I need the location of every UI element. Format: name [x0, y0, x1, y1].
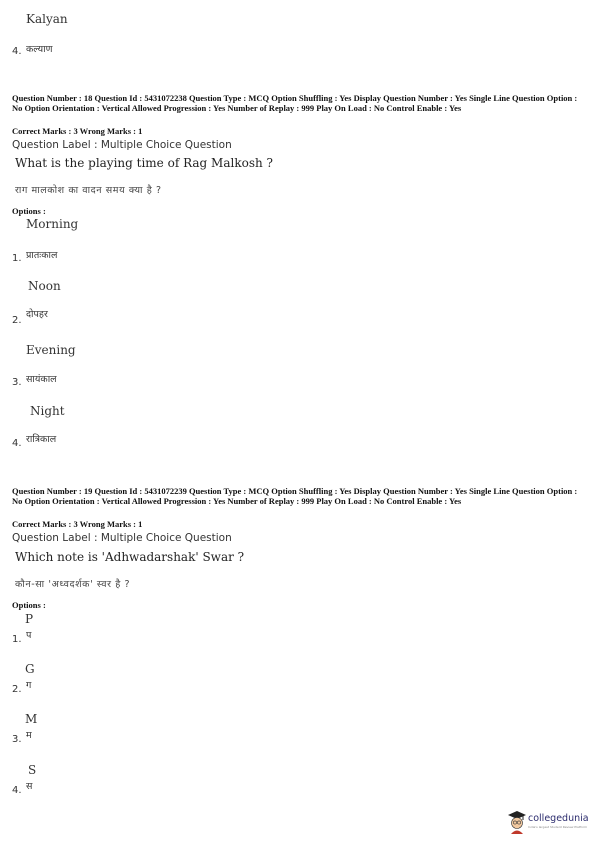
- question-text-en: What is the playing time of Rag Malkosh ?: [15, 156, 273, 170]
- option-1-hi: प्रातःकाल: [26, 250, 58, 261]
- option-1-en: Morning: [26, 217, 79, 231]
- question-marks: Correct Marks : 3 Wrong Marks : 1: [12, 126, 143, 136]
- graduate-mascot-icon: [507, 810, 527, 834]
- prev-option-4-hi: कल्याण: [26, 44, 53, 55]
- prev-option-4-number: 4.: [12, 46, 22, 57]
- logo-brand: collegedunia: [528, 813, 589, 824]
- logo-tagline: India's largest Student Review Platform: [528, 825, 588, 829]
- option-2-number: 2.: [12, 315, 22, 326]
- question-text-hi: राग मालकोश का वादन समय क्या है ?: [15, 185, 162, 196]
- options-heading: Options :: [12, 206, 46, 216]
- option-2-en: Noon: [28, 279, 61, 293]
- option-2-hi: ग: [26, 680, 32, 691]
- question-label: Question Label : Multiple Choice Question: [12, 139, 232, 151]
- option-3-en: Evening: [26, 343, 76, 357]
- option-2-en: G: [25, 662, 35, 676]
- question-meta: Question Number : 18 Question Id : 5431072238 Question Type : MCQ Option Shuffling : Yes Display Question Number : Yes Single Line Question Option : No Option Orientation : Vertical Allowed Progression : Yes Number of Replay : 999 Play On Load : No Control Enable : Yes: [12, 93, 578, 113]
- option-1-number: 1.: [12, 253, 22, 264]
- option-3-en: M: [25, 712, 38, 726]
- option-1-en: P: [25, 612, 34, 626]
- option-2-number: 2.: [12, 684, 22, 695]
- option-2-hi: दोपहर: [26, 309, 48, 320]
- option-3-hi: म: [26, 730, 32, 741]
- question-text-en: Which note is 'Adhwadarshak' Swar ?: [15, 550, 245, 564]
- option-4-number: 4.: [12, 438, 22, 449]
- question-label: Question Label : Multiple Choice Question: [12, 532, 232, 544]
- option-4-en: Night: [30, 404, 65, 418]
- option-3-number: 3.: [12, 734, 22, 745]
- question-marks: Correct Marks : 3 Wrong Marks : 1: [12, 519, 143, 529]
- options-heading: Options :: [12, 600, 46, 610]
- option-3-number: 3.: [12, 377, 22, 388]
- option-1-number: 1.: [12, 634, 22, 645]
- question-meta: Question Number : 19 Question Id : 5431072239 Question Type : MCQ Option Shuffling : Yes Display Question Number : Yes Single Line Question Option : No Option Orientation : Vertical Allowed Progression : Yes Number of Replay : 999 Play On Load : No Control Enable : Yes: [12, 486, 578, 506]
- option-3-hi: सायंकाल: [26, 374, 57, 385]
- option-4-number: 4.: [12, 785, 22, 796]
- prev-option-4-en: Kalyan: [26, 12, 68, 26]
- option-1-hi: प: [26, 630, 32, 641]
- question-text-hi: कौन-सा 'अध्वदर्शक' स्वर है ?: [15, 579, 131, 590]
- option-4-en: S: [28, 763, 37, 777]
- option-4-hi: स: [26, 781, 33, 792]
- collegedunia-logo: [507, 810, 591, 834]
- option-4-hi: रात्रिकाल: [26, 434, 57, 445]
